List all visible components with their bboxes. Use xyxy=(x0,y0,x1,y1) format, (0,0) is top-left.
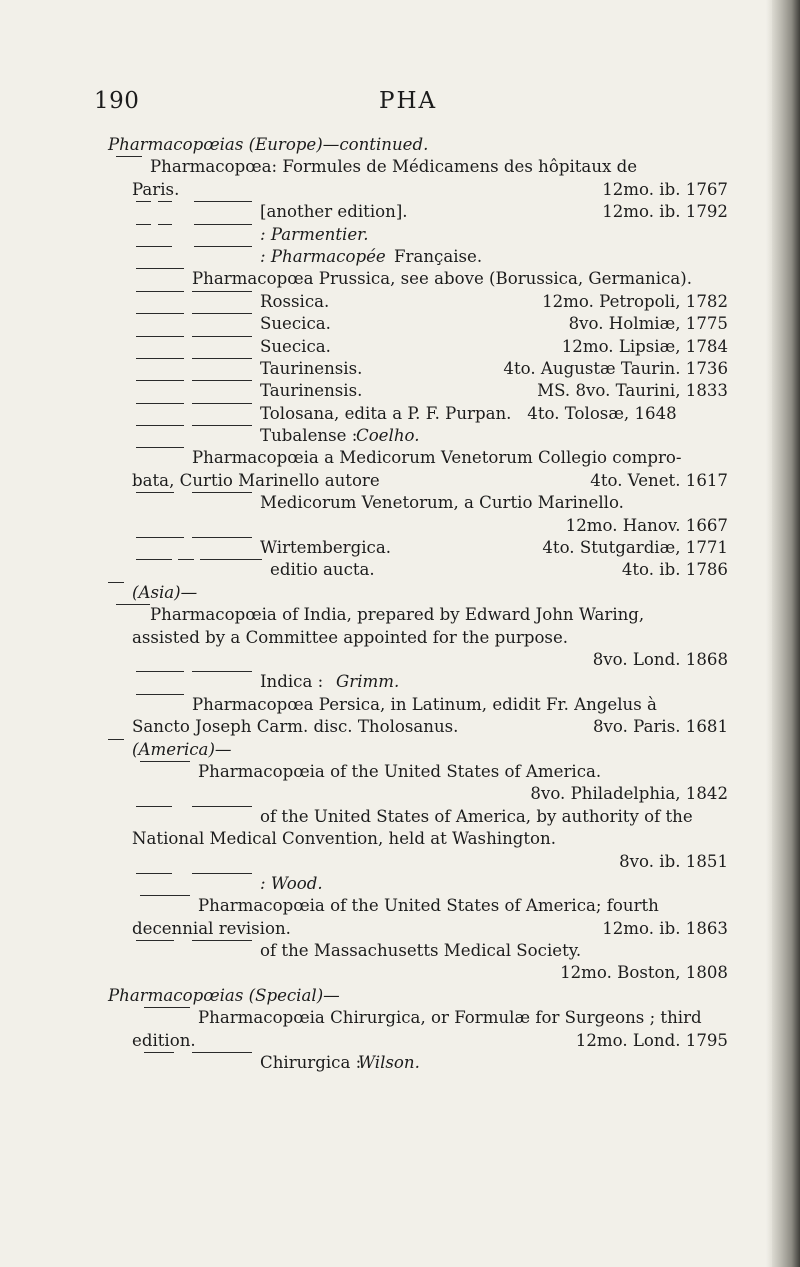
rule-dash xyxy=(192,358,252,359)
entry-line: : Pharmacopée Française. xyxy=(112,246,728,268)
rule-dash xyxy=(140,761,190,762)
rule-dash xyxy=(136,268,184,269)
entry-line: Suecica. 8vo. Holmiæ, 1775 xyxy=(112,313,728,335)
entry-line: : Parmentier. xyxy=(112,224,728,246)
entry-line: Tolosana, edita a P. F. Purpan. 4to. Tolosæ, 1648 xyxy=(112,403,728,425)
rule-dash xyxy=(136,201,151,202)
rule-dash xyxy=(116,156,142,157)
rule-dash xyxy=(108,582,124,583)
rule-dash xyxy=(192,313,252,314)
rule-dash xyxy=(192,806,252,807)
rule-dash xyxy=(192,336,252,337)
entry-line: of the United States of America, by authority of the xyxy=(112,806,728,828)
rule-dash xyxy=(136,336,184,337)
rule-dash xyxy=(136,425,184,426)
entry-line: : Wood. xyxy=(112,873,728,895)
rule-dash xyxy=(136,537,184,538)
entry-line: assisted by a Committee appointed for the purpose. xyxy=(132,627,569,647)
rule-dash xyxy=(136,291,184,292)
section-heading-special: Pharmacopœias (Special)— xyxy=(108,985,340,1005)
entry-line: of the Massachusetts Medical Society. xyxy=(112,940,728,962)
section-heading-europe: Pharmacopœias (Europe)—continued. xyxy=(108,135,429,154)
rule-dash xyxy=(136,313,184,314)
entry-line: 8vo. Lond. 1868 xyxy=(592,649,728,669)
entry-line: [another edition]. 12mo. ib. 1792 xyxy=(112,201,728,223)
rule-dash xyxy=(140,895,190,896)
entry-line: edition. 12mo. Lond. 1795 xyxy=(132,1030,728,1050)
rule-dash xyxy=(136,492,174,493)
rule-dash xyxy=(136,224,151,225)
entry-line: Pharmacopœa Persica, in Latinum, edidit Fr. Angelus à xyxy=(112,694,728,716)
entry-line: Pharmacopœa Prussica, see above (Borussica, Germanica). xyxy=(112,268,728,290)
entry-line: editio aucta. 4to. ib. 1786 xyxy=(112,559,728,581)
entry-line: bata, Curtio Marinello autore 4to. Venet. 1617 xyxy=(132,470,728,490)
rule-dash xyxy=(194,224,252,225)
section-heading-asia: (Asia)— xyxy=(112,582,728,604)
rule-dash xyxy=(116,604,150,605)
entry-line: 8vo. ib. 1851 xyxy=(619,851,728,871)
entry-line: 12mo. Hanov. 1667 xyxy=(565,515,728,535)
rule-dash xyxy=(192,380,252,381)
page-edge xyxy=(772,0,800,1267)
page-number: 190 xyxy=(94,88,140,114)
entry-line: Paris. 12mo. ib. 1767 xyxy=(132,179,728,199)
rule-dash xyxy=(158,201,172,202)
entry-line: Tubalense : Coelho. xyxy=(112,425,728,447)
rule-dash xyxy=(108,739,124,740)
rule-dash xyxy=(192,873,252,874)
rule-dash xyxy=(136,380,184,381)
rule-dash xyxy=(194,201,252,202)
entry-line: 12mo. Boston, 1808 xyxy=(560,963,728,983)
rule-dash xyxy=(136,694,184,695)
rule-dash xyxy=(192,492,252,493)
entry-line: Pharmacopœia a Medicorum Venetorum Collegio compro- xyxy=(112,447,728,469)
entry-line: Wirtembergica. 4to. Stutgardiæ, 1771 xyxy=(112,537,728,559)
running-head: PHA xyxy=(379,88,438,114)
entry-line: National Medical Convention, held at Washington. xyxy=(132,829,556,849)
entry-line: Indica : Grimm. xyxy=(112,671,728,693)
rule-dash xyxy=(194,246,252,247)
entry-line: Chirurgica : Wilson. xyxy=(112,1052,728,1074)
section-heading-america: (America)— xyxy=(112,739,728,761)
rule-dash xyxy=(136,671,184,672)
rule-dash xyxy=(144,1007,190,1008)
rule-dash xyxy=(192,291,252,292)
entry-line: Sancto Joseph Carm. disc. Tholosanus. 8vo. Paris. 1681 xyxy=(132,717,728,737)
entry-line: Medicorum Venetorum, a Curtio Marinello. xyxy=(112,492,728,514)
entry-line: Pharmacopœia of the United States of America. xyxy=(112,761,728,783)
rule-dash xyxy=(136,246,172,247)
rule-dash xyxy=(192,671,252,672)
rule-dash xyxy=(200,559,262,560)
rule-dash xyxy=(136,403,184,404)
rule-dash xyxy=(192,537,252,538)
entry-line: Pharmacopœia of the United States of America; fourth xyxy=(112,895,728,917)
rule-dash xyxy=(158,224,172,225)
rule-dash xyxy=(178,559,194,560)
entry-line: Rossica. 12mo. Petropoli, 1782 xyxy=(112,291,728,313)
rule-dash xyxy=(144,1052,174,1053)
entry-line: Taurinensis. 4to. Augustæ Taurin. 1736 xyxy=(112,358,728,380)
rule-dash xyxy=(136,358,184,359)
rule-dash xyxy=(136,940,174,941)
rule-dash xyxy=(192,940,252,941)
rule-dash xyxy=(192,403,252,404)
rule-dash xyxy=(192,1052,252,1053)
entry-line: Taurinensis. MS. 8vo. Taurini, 1833 xyxy=(112,380,728,402)
rule-dash xyxy=(136,447,184,448)
entry-line: Suecica. 12mo. Lipsiæ, 1784 xyxy=(112,336,728,358)
catalogue-entries xyxy=(108,134,728,1074)
entry-line: Pharmacopœia of India, prepared by Edward John Waring, xyxy=(112,604,728,626)
entry-line: 8vo. Philadelphia, 1842 xyxy=(530,784,728,804)
rule-dash xyxy=(136,873,172,874)
rule-dash xyxy=(192,425,252,426)
entry-line: decennial revision. 12mo. ib. 1863 xyxy=(132,918,728,938)
entry-line: Pharmacopœia Chirurgica, or Formulæ for Surgeons ; third xyxy=(112,1007,728,1029)
rule-dash xyxy=(136,559,172,560)
entry-line: Pharmacopœa: Formules de Médicamens des hôpitaux de xyxy=(112,156,728,178)
page-header xyxy=(94,88,724,118)
rule-dash xyxy=(136,806,172,807)
